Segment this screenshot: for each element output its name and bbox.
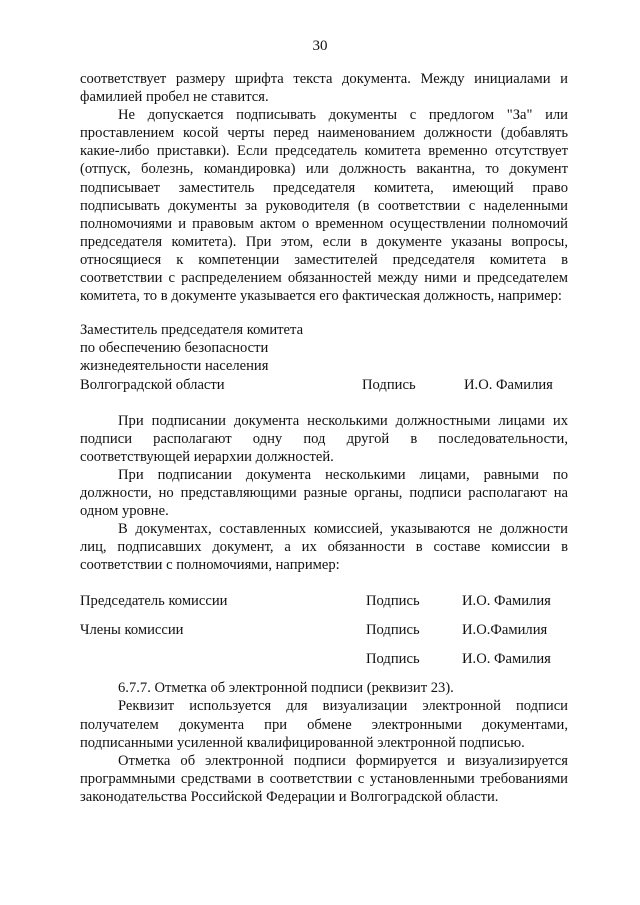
paragraph: При подписании документа несколькими должностными лицами их подписи располагают одну под другой в последовательности, соответствующей иерархии должностей. — [80, 412, 568, 465]
signature-placeholder: Подпись — [366, 622, 420, 639]
commission-signatures — [80, 592, 568, 668]
signature-placeholder: Подпись — [362, 376, 416, 393]
paragraph: Не допускается подписывать документы с предлогом "За" или проставлением косой черты перед наименованием должности (добавлять какие-либо приставки). Если председатель комитета временно отсутствует (отпуск, болезнь, командировка) или должность вакантна, то документ подписывает заместитель председателя комитета, имеющий право подписывать документы за руководителя (в соответствии с наделенными полномочиями и правовым актом о временном осуществлении полномочий председателя комитета). При этом, если в документе указаны вопросы, относящиеся к компетенции заместителей председателя комитета в соответствии с распределением обязанностей между ними и председателем комитета, то в документе указывается его фактическая должность, например: — [80, 107, 568, 305]
signature-placeholder: Подпись — [366, 593, 420, 610]
commission-row — [80, 592, 568, 610]
commission-row — [80, 621, 568, 639]
paragraph: Отметка об электронной подписи формируется и визуализируется программными средствами в соответствии с установленными требованиями законодательства Российской Федерации и Волгоградской области. — [80, 752, 568, 805]
signature-title-line: Заместитель председателя комитета — [80, 322, 304, 339]
document-body — [80, 70, 568, 806]
paragraph: В документах, составленных комиссией, указываются не должности лиц, подписавших документ, а их обязанности в составе комиссии в соответствии с полномочиями, например: — [80, 521, 568, 574]
signature-row — [80, 376, 568, 394]
signer-name: И.О. Фамилия — [462, 593, 551, 610]
paragraph: Реквизит используется для визуализации электронной подписи получателем документа при обмене электронными документами, подписанными усиленной квалифицированной электронной подписью. — [80, 698, 568, 751]
section-heading: 6.7.7. Отметка об электронной подписи (реквизит 23). — [118, 680, 454, 697]
signer-name: И.О.Фамилия — [462, 622, 548, 639]
signature-title-line: жизнедеятельности населения — [80, 358, 269, 375]
signer-name: И.О. Фамилия — [462, 651, 551, 668]
commission-role: Председатель комиссии — [80, 593, 228, 610]
page-number: 30 — [312, 38, 328, 54]
signature-title-line: по обеспечению безопасности — [80, 340, 269, 357]
signer-name: И.О. Фамилия — [464, 376, 553, 393]
commission-row — [80, 650, 568, 668]
signature-title-line: Волгоградской области — [80, 376, 225, 393]
signature-example — [80, 321, 568, 393]
paragraph: При подписании документа несколькими лицами, равными по должности, но представляющими разные органы, подписи располагают на одном уровне. — [80, 466, 568, 519]
signature-placeholder: Подпись — [366, 651, 420, 668]
paragraph: соответствует размеру шрифта текста документа. Между инициалами и фамилией пробел не ставится. — [80, 71, 568, 106]
commission-role: Члены комиссии — [80, 622, 184, 639]
